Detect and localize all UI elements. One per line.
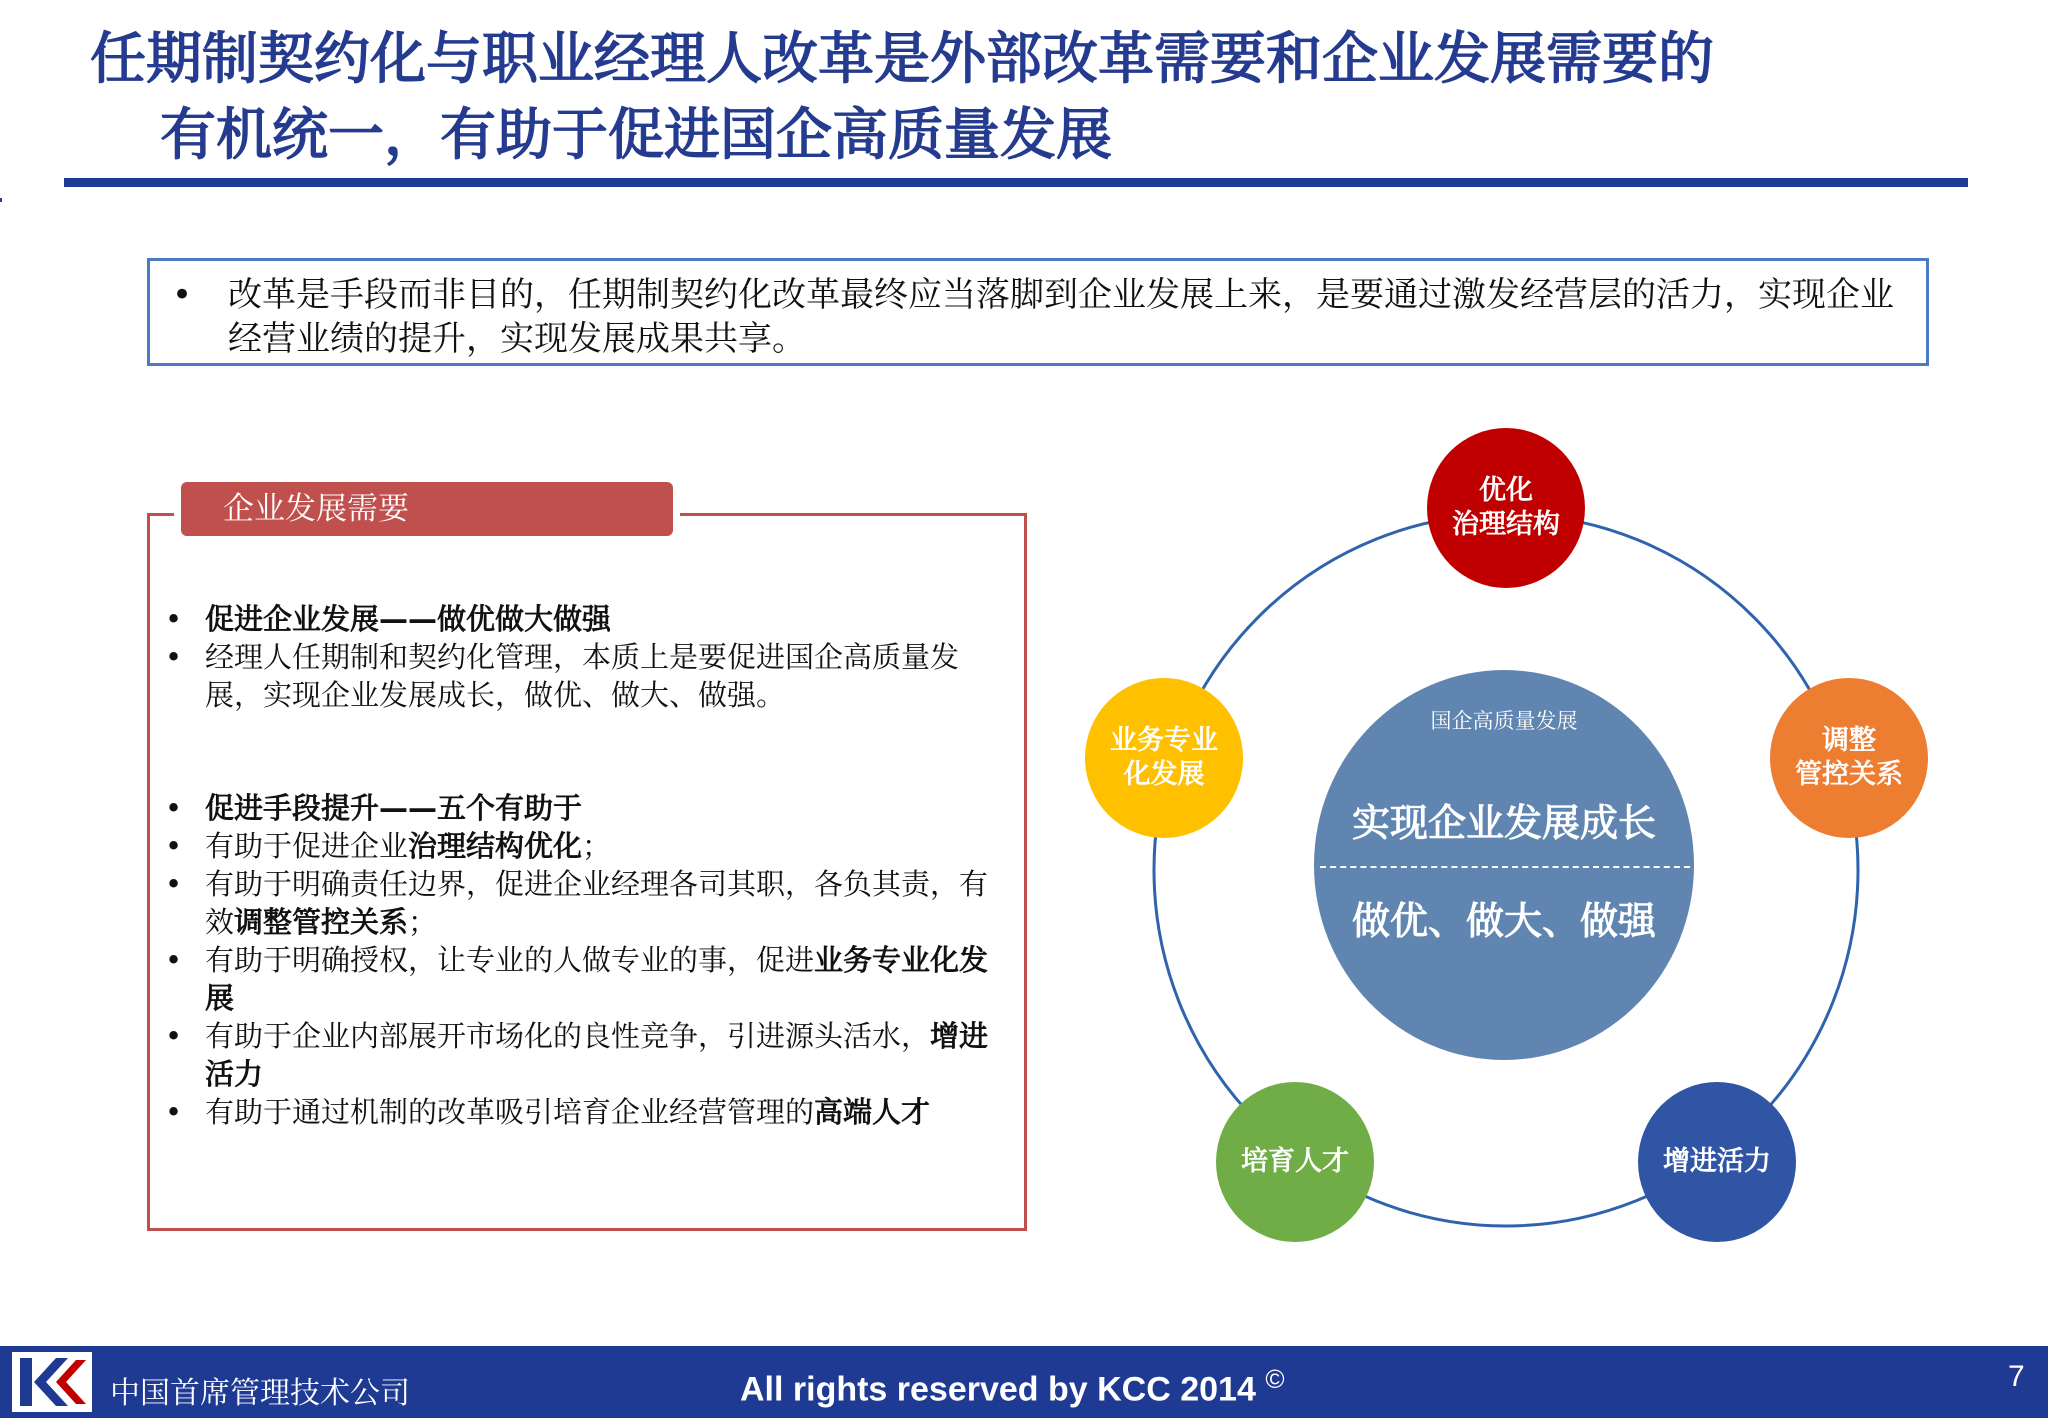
list-item-text: ；: [408, 905, 438, 939]
list-item-emphasis: 业务专业化发展: [205, 943, 989, 1015]
copyright-symbol: ©: [1265, 1364, 1285, 1394]
page-number: 7: [2008, 1360, 2025, 1393]
node-label: 优化: [1479, 475, 1533, 506]
center-secondary-text: 做优、做大、做强: [1351, 899, 1656, 943]
node-label: 管控关系: [1795, 759, 1903, 790]
list-item-emphasis: 增进活力: [205, 1019, 989, 1091]
kcc-logo: [12, 1352, 92, 1412]
list-item-text: 有助于通过机制的改革吸引培育企业经营管理的: [205, 1095, 815, 1129]
list-item: • 促进手段提升——五个有助于: [165, 791, 583, 825]
footer-rights: [740, 1364, 1285, 1409]
list-item-text: 促进企业发展——做优做大做强: [205, 602, 612, 636]
node-talent: [1216, 1082, 1374, 1242]
footer-company: 中国首席管理技术公司: [110, 1376, 410, 1411]
page-title: [90, 22, 1990, 174]
title-line-1: 任期制契约化与职业经理人改革是外部改革需要和企业发展需要的: [90, 27, 1714, 92]
node-label: 治理结构: [1452, 509, 1560, 540]
title-line-2: 有机统一，有助于促进国企高质量发展: [160, 103, 1112, 168]
center-main-text: 实现企业发展成长: [1351, 801, 1656, 845]
list-item-emphasis: 调整管控关系: [234, 905, 409, 939]
center-divider: [1320, 866, 1690, 868]
rights-text: All rights reserved by KCC 2014: [740, 1370, 1256, 1409]
node-label: 培育人才: [1241, 1146, 1349, 1177]
edge-mark: [0, 198, 2, 202]
list-item-text: ；: [582, 829, 612, 863]
list-item: • 促进企业发展——做优做大做强: [165, 602, 612, 636]
node-label: 调整: [1822, 725, 1876, 756]
list-item-text: 经理人任期制和契约化管理，本质上是要促进国企高质量发展，实现企业发展成长，做优、做大、做强。: [205, 640, 960, 712]
list-item: • 有助于通过机制的改革吸引培育企业经营管理的高端人才: [165, 1095, 931, 1129]
list-item: • 有助于明确责任边界，促进企业经理各司其职，各负其责，有效调整管控关系；: [165, 867, 989, 939]
list-item: • 有助于促进企业治理结构优化；: [165, 829, 612, 863]
needs-group-1: [165, 600, 1015, 714]
node-control-relations: [1770, 678, 1928, 838]
node-vitality: [1638, 1082, 1796, 1242]
intro-bullet: •: [172, 275, 193, 315]
list-item-emphasis: 治理结构优化: [408, 829, 583, 863]
center-subtitle: 国企高质量发展: [1430, 709, 1578, 733]
list-item-text: 有助于明确授权，让专业的人做专业的事，促进: [205, 943, 815, 977]
panel-tab: 企业发展需要: [181, 482, 673, 536]
intro-box: [147, 258, 1929, 366]
node-specialization: [1085, 678, 1243, 838]
list-item-text: 有助于企业内部展开市场化的良性竞争，引进源头活水，: [205, 1019, 931, 1053]
list-item: • 有助于明确授权，让专业的人做专业的事，促进业务专业化发展: [165, 943, 989, 1015]
node-governance: [1427, 428, 1585, 588]
list-item-emphasis: 高端人才: [814, 1095, 931, 1129]
node-label: 业务专业: [1110, 725, 1218, 756]
list-item-text: 有助于促进企业: [205, 829, 409, 863]
list-item: • 有助于企业内部展开市场化的良性竞争，引进源头活水，增进活力: [165, 1019, 989, 1091]
list-item-text: 促进手段提升——五个有助于: [205, 791, 583, 825]
intro-text: 改革是手段而非目的，任期制契约化改革最终应当落脚到企业发展上来，是要通过激发经营层的活力，实现企业经营业绩的提升，实现发展成果共享。: [228, 275, 1894, 359]
list-item: • 经理人任期制和契约化管理，本质上是要促进国企高质量发展，实现企业发展成长，做优、做大、做强。: [165, 640, 960, 712]
title-divider: [64, 178, 1968, 187]
needs-group-2: [165, 789, 1015, 1131]
list-item-text: 有助于明确责任边界，促进企业经理各司其职，各负其责，有效: [205, 867, 989, 939]
node-label: 化发展: [1123, 759, 1205, 790]
node-label: 增进活力: [1663, 1146, 1771, 1177]
